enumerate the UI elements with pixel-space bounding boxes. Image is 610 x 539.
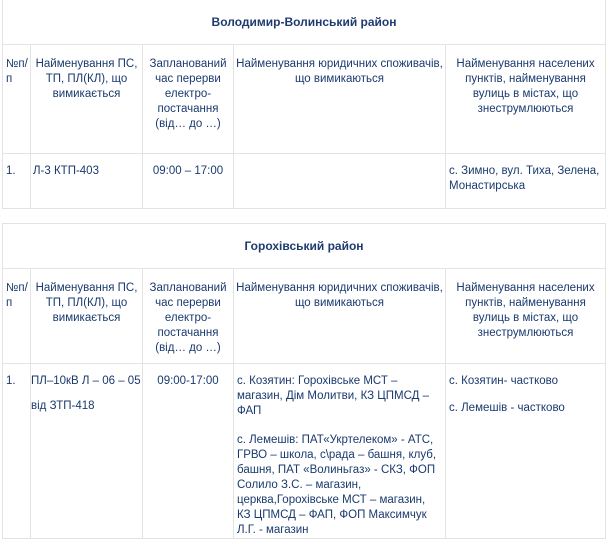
- region-title: Володимир-Волинський район: [3, 0, 606, 45]
- header-substation: Найменування ПС, ТП, ПЛ(КЛ), що вимикається: [31, 269, 143, 364]
- row-substation: Л-3 КТП-403: [31, 154, 143, 209]
- row-legal-consumers: [234, 154, 446, 209]
- outage-schedule: [2, 0, 605, 539]
- region-title: Горохівський район: [3, 224, 606, 269]
- substation-line: від ЗТП-418: [31, 400, 95, 412]
- region-header-row: [3, 0, 606, 45]
- section-spacer: [3, 209, 606, 224]
- legal-paragraph: с. Козятин: Горохівське МСТ – магазин, Дім Молитви, КЗ ЦПМСД – ФАП: [237, 375, 430, 417]
- settlement-paragraph: с. Лемешів - частково: [449, 402, 565, 414]
- header-legal-consumers: Найменування юридичних споживачів, що вимикаються: [234, 45, 446, 154]
- header-legal-consumers: Найменування юридичних споживачів, що вимикаються: [234, 269, 446, 364]
- row-substation: [31, 364, 143, 539]
- header-settlements: Найменування населених пунктів, найменування вулиць в містах, що знеструмлюються: [446, 45, 606, 154]
- region-header-row: [3, 224, 606, 269]
- settlement-paragraph: с. Козятин- частково: [449, 375, 559, 387]
- header-time: Запланований час перерви електро-постачання (від… до …): [143, 269, 234, 364]
- header-num: №п/п: [3, 45, 31, 154]
- row-settlements: с. Зимно, вул. Тиха, Зелена, Монастирська: [446, 154, 606, 209]
- row-num: 1.: [3, 364, 31, 539]
- outage-table: [2, 0, 606, 539]
- column-header-row: [3, 269, 606, 364]
- header-settlements: Найменування населених пунктів, найменування вулиць в містах, що знеструмлюються: [446, 269, 606, 364]
- row-time: 09:00 – 17:00: [143, 154, 234, 209]
- header-num: №п/п: [3, 269, 31, 364]
- row-legal-consumers: [234, 364, 446, 539]
- legal-paragraph: с. Лемешів: ПАТ«Укртелеком» - АТС, ГРВО – школа, с\рада – башня, клуб, башня, ПАТ «Волиньгаз» - СКЗ, ФОП Солило З.С. – магазин, церква,Горохівське МСТ – магазин, КЗ ЦПМСД – ФАП, ФОП Максимчук Л.Г. - магазин: [237, 434, 437, 536]
- row-settlements: [446, 364, 606, 539]
- table-row: [3, 154, 606, 209]
- header-time: Запланований час перерви електро-постачання (від… до …): [143, 45, 234, 154]
- row-time: 09:00-17:00: [143, 364, 234, 539]
- column-header-row: [3, 45, 606, 154]
- row-num: 1.: [3, 154, 31, 209]
- table-row: [3, 364, 606, 539]
- substation-line: ПЛ–10кВ Л – 06 – 05: [31, 375, 141, 387]
- header-substation: Найменування ПС, ТП, ПЛ(КЛ), що вимикається: [31, 45, 143, 154]
